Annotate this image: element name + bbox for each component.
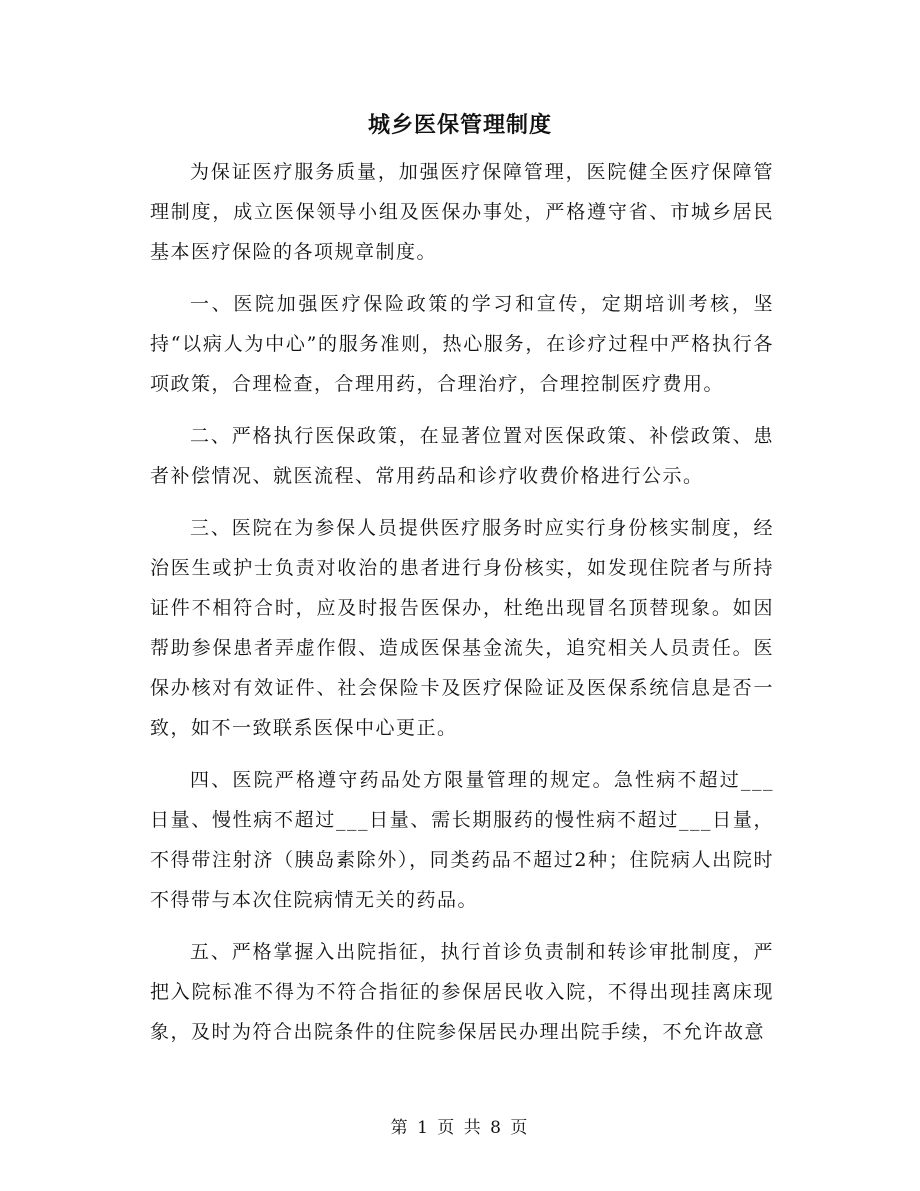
page-number-footer: 第 1 页 共 8 页	[390, 1118, 530, 1138]
paragraph-1: 一、医院加强医疗保险政策的学习和宣传，定期培训考核，坚持“以病人为中心”的服务准则，热心服务，在诊疗过程中严格执行各项政策，合理检查，合理用药，合理治疗，合理控制医疗费用。	[150, 293, 774, 395]
document-body	[150, 152, 774, 1064]
paragraph-5: 五、严格掌握入出院指征，执行首诊负责制和转诊审批制度，严把入院标准不得为不符合指征的参保居民收入院，不得出现挂离床现象，及时为符合出院条件的住院参保居民办理出院手续，不允许故意	[150, 941, 774, 1043]
paragraph-2: 二、严格执行医保政策，在显著位置对医保政策、补偿政策、患者补偿情况、就医流程、常用药品和诊疗收费价格进行公示。	[150, 425, 774, 487]
document-title: 城乡医保管理制度	[367, 113, 552, 138]
paragraph-4: 四、医院严格遵守药品处方限量管理的规定。急性病不超过___日量、慢性病不超过___日量、需长期服药的慢性病不超过___日量，不得带注射济（胰岛素除外），同类药品不超过2种；住院病人出院时不得带与本次住院病情无关的药品。	[150, 769, 774, 911]
paragraph-3: 三、医院在为参保人员提供医疗服务时应实行身份核实制度，经治医生或护士负责对收治的患者进行身份核实，如发现住院者与所持证件不相符合时，应及时报告医保办，杜绝出现冒名顶替现象。如因帮助参保患者弄虚作假、造成医保基金流失，追究相关人员责任。医保办核对有效证件、社会保险卡及医疗保险证及医保系统信息是否一致，如不一致联系医保中心更正。	[150, 517, 774, 739]
paragraph-intro: 为保证医疗服务质量，加强医疗保障管理，医院健全医疗保障管理制度，成立医保领导小组及医保办事处，严格遵守省、市城乡居民基本医疗保险的各项规章制度。	[150, 161, 774, 263]
